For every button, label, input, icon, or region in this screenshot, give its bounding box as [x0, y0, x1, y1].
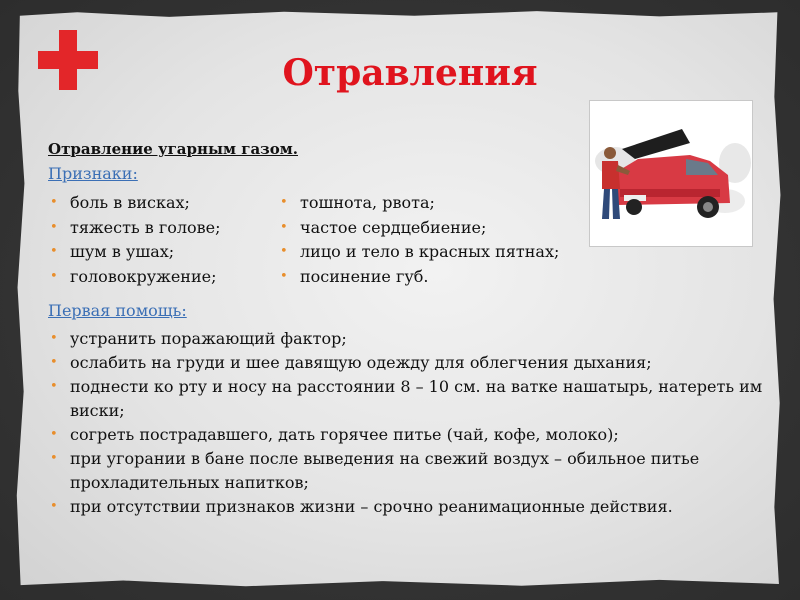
signs-left-list: [48, 191, 221, 289]
list-item: • частое сердцебиение;: [278, 216, 559, 241]
red-cross-icon: [38, 30, 98, 90]
list-item: • шум в ушах;: [48, 240, 221, 265]
list-item: • тошнота, рвота;: [278, 191, 559, 216]
signs-label: Признаки:: [48, 164, 138, 183]
list-item: • ослабить на груди и шее давящую одежду для облегчения дыхания;: [48, 351, 768, 375]
list-item: • устранить поражающий фактор;: [48, 327, 768, 351]
list-item: • тяжесть в голове;: [48, 216, 221, 241]
subtitle: Отравление угарным газом.: [48, 140, 298, 158]
list-item: • поднести ко рту и носу на расстоянии 8 – 10 см. на ватке нашатырь, натереть им виски;: [48, 375, 768, 423]
car-exhaust-illustration: [589, 100, 753, 247]
list-item: • согреть пострадавшего, дать горячее питье (чай, кофе, молоко);: [48, 423, 768, 447]
first-aid-label: Первая помощь:: [48, 301, 187, 320]
list-item: • головокружение;: [48, 265, 221, 290]
list-item: • боль в висках;: [48, 191, 221, 216]
list-item: • посинение губ.: [278, 265, 559, 290]
list-item: • лицо и тело в красных пятнах;: [278, 240, 559, 265]
slide-title: Отравления: [282, 52, 538, 94]
list-item: • при угорании в бане после выведения на свежий воздух – обильное питье прохладительных напитков;: [48, 447, 768, 495]
list-item: • при отсутствии признаков жизни – срочно реанимационные действия.: [48, 495, 768, 519]
first-aid-list: [48, 327, 768, 519]
signs-right-list: [278, 191, 559, 289]
